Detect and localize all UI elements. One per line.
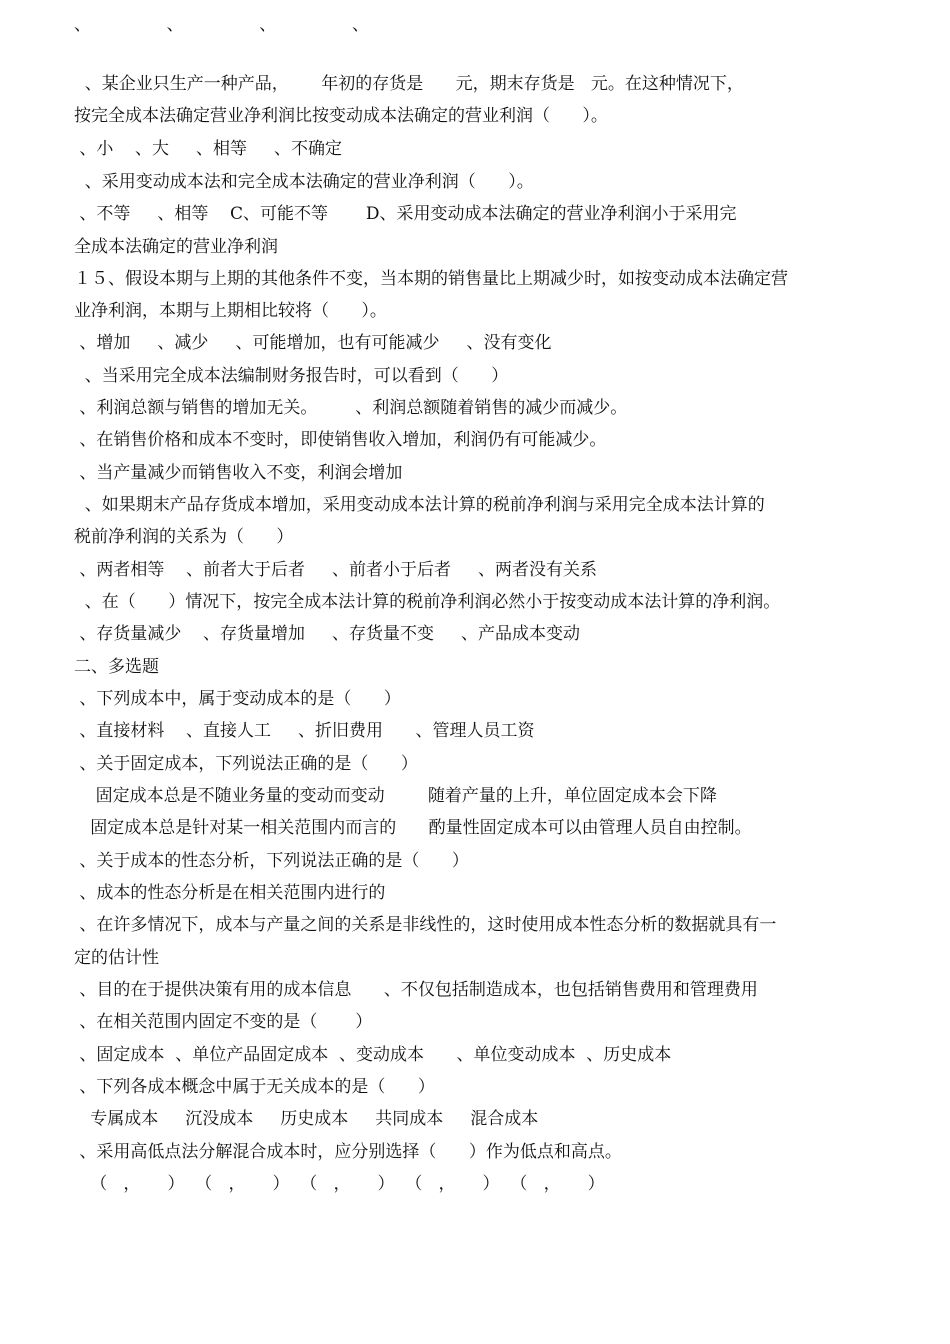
text-line: 、在相关范围内固定不变的是（ ）	[74, 1012, 373, 1032]
text-line: 、不等 、相等 C、可能不等 D、采用变动成本法确定的营业净利润小于采用完	[74, 204, 737, 224]
text-line: 、采用高低点法分解混合成本时，应分别选择（ ）作为低点和高点。	[74, 1142, 622, 1162]
text-line: 业净利润，本期与上期相比较将（ ）。	[74, 301, 387, 321]
text-line: １５、假设本期与上期的其他条件不变，当本期的销售量比上期减少时，如按变动成本法确定营	[74, 269, 788, 289]
text-line: 、增加 、减少 、可能增加，也有可能减少 、没有变化	[74, 333, 552, 353]
text-line: 、成本的性态分析是在相关范围内进行的	[74, 883, 386, 903]
text-line: 、当产量减少而销售收入不变，利润会增加	[74, 463, 403, 483]
text-line: 、目的在于提供决策有用的成本信息 、不仅包括制造成本，也包括销售费用和管理费用	[74, 980, 758, 1000]
text-line: 固定成本总是不随业务量的变动而变动 随着产量的上升，单位固定成本会下降	[74, 786, 717, 806]
text-line: 专属成本 沉没成本 历史成本 共同成本 混合成本	[74, 1109, 539, 1129]
text-line: 、利润总额与销售的增加无关。 、利润总额随着销售的减少而减少。	[74, 398, 628, 418]
text-line: 、在许多情况下，成本与产量之间的关系是非线性的，这时使用成本性态分析的数据就具有一	[74, 915, 777, 935]
section-heading: 二、多选题	[74, 657, 159, 677]
text-line: 、关于成本的性态分析，下列说法正确的是（ ）	[74, 851, 469, 871]
text-line: 、在（ ）情况下，按完全成本法计算的税前净利润必然小于按变动成本法计算的净利润。	[74, 592, 781, 612]
text-line: 、关于固定成本，下列说法正确的是（ ）	[74, 754, 418, 774]
text-line: 、如果期末产品存货成本增加，采用变动成本法计算的税前净利润与采用完全成本法计算的	[74, 495, 765, 515]
text-line: 税前净利润的关系为（ ）	[74, 527, 294, 547]
text-line: 按完全成本法确定营业净利润比按变动成本法确定的营业利润（ ）。	[74, 106, 608, 126]
text-line: 、下列成本中，属于变动成本的是（ ）	[74, 689, 401, 709]
text-line: 、存货量减少 、存货量增加 、存货量不变 、产品成本变动	[74, 624, 581, 644]
text-line: 定的估计性	[74, 948, 159, 968]
text-line: 、下列各成本概念中属于无关成本的是（ ）	[74, 1077, 435, 1097]
text-line: 、某企业只生产一种产品， 年初的存货是 元，期末存货是 元。在这种情况下，	[74, 74, 744, 94]
text-line: 、直接材料 、直接人工 、折旧费用 、管理人员工资	[74, 721, 535, 741]
text-line: 、 、 、 、	[74, 15, 369, 35]
text-line: 、采用变动成本法和完全成本法确定的营业净利润（ ）。	[74, 172, 534, 192]
text-line: 、当采用完全成本法编制财务报告时，可以看到（ ）	[74, 366, 509, 386]
text-line: 全成本法确定的营业净利润	[74, 237, 278, 257]
text-line: 、在销售价格和成本不变时，即使销售收入增加，利润仍有可能减少。	[74, 430, 607, 450]
text-line: 、两者相等 、前者大于后者 、前者小于后者 、两者没有关系	[74, 560, 598, 580]
text-line: 、固定成本 、单位产品固定成本 、变动成本 、单位变动成本 、历史成本	[74, 1045, 672, 1065]
text-line: 固定成本总是针对某一相关范围内而言的 酌量性固定成本可以由管理人员自由控制。	[74, 818, 752, 838]
text-line: （ ， ） （ ， ） （ ， ） （ ， ） （ ， ）	[74, 1174, 605, 1194]
text-line: 、小 、大 、相等 、不确定	[74, 139, 343, 159]
